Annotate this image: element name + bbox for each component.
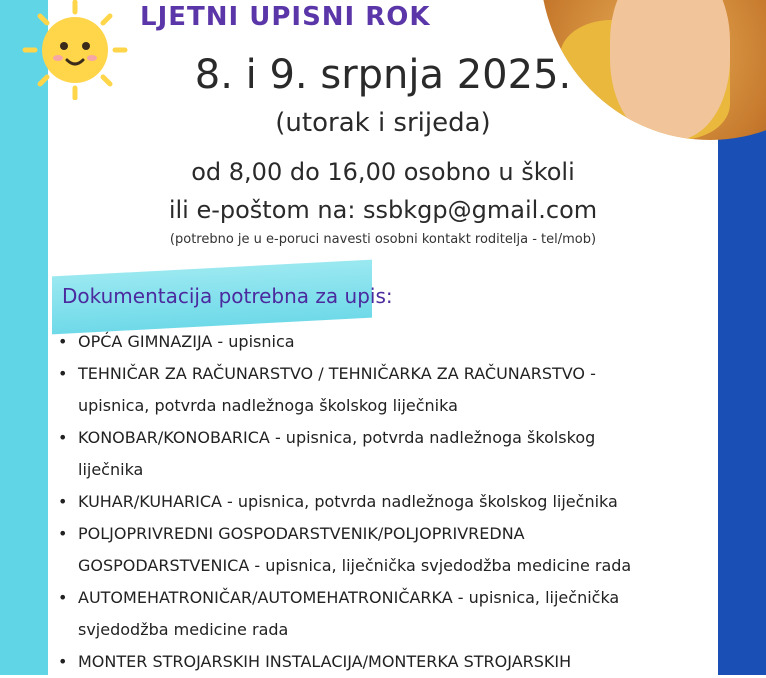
list-item-line: OPĆA GIMNAZIJA - upisnica	[78, 332, 295, 351]
bullet-icon: •	[58, 492, 68, 511]
office-hours: od 8,00 do 16,00 osobno u školi	[191, 158, 575, 186]
email-line[interactable]: ili e-poštom na: ssbkgp@gmail.com	[168, 196, 598, 224]
bullet-icon: •	[58, 588, 68, 607]
list-item	[58, 518, 708, 582]
list-item	[58, 422, 708, 486]
list-item-line: KUHAR/KUHARICA - upisnica, potvrda nadležnoga školskog liječnika	[78, 492, 618, 511]
bullet-icon: •	[58, 428, 68, 447]
bullet-icon: •	[58, 332, 68, 351]
bullet-icon: •	[58, 524, 68, 543]
list-item	[58, 582, 708, 646]
list-item-line: svjedodžba medicine rada	[78, 620, 289, 639]
email-note: (potrebno je u e-poruci navesti osobni kontakt roditelja - tel/mob)	[169, 232, 597, 247]
list-item	[58, 358, 708, 422]
documentation-heading: Dokumentacija potrebna za upis:	[62, 284, 393, 308]
list-item	[58, 326, 708, 358]
left-color-band	[0, 0, 48, 675]
list-item-line: AUTOMEHATRONIČAR/AUTOMEHATRONIČARKA - upisnica, liječnička	[78, 588, 620, 607]
list-item-line: GOSPODARSTVENICA - upisnica, liječnička svjedodžba medicine rada	[78, 556, 632, 575]
list-item-line: POLJOPRIVREDNI GOSPODARSTVENIK/POLJOPRIVREDNA	[78, 524, 525, 543]
bullet-icon: •	[58, 364, 68, 383]
bullet-icon: •	[58, 652, 68, 671]
list-item	[58, 646, 708, 678]
list-item-line: KONOBAR/KONOBARICA - upisnica, potvrda nadležnoga školskog	[78, 428, 596, 447]
enrollment-days: (utorak i srijeda)	[275, 108, 491, 138]
list-item-line: upisnica, potvrda nadležnoga školskog liječnika	[78, 396, 458, 415]
list-item-line: liječnika	[78, 460, 144, 479]
list-item-line: TEHNIČAR ZA RAČUNARSTVO / TEHNIČARKA ZA RAČUNARSTVO -	[78, 364, 596, 383]
enrollment-date: 8. i 9. srpnja 2025.	[194, 52, 572, 98]
documentation-list	[58, 326, 708, 678]
list-item-line: MONTER STROJARSKIH INSTALACIJA/MONTERKA STROJARSKIH	[78, 652, 572, 671]
page-title: LJETNI UPISNI ROK	[140, 2, 431, 32]
list-item	[58, 486, 708, 518]
